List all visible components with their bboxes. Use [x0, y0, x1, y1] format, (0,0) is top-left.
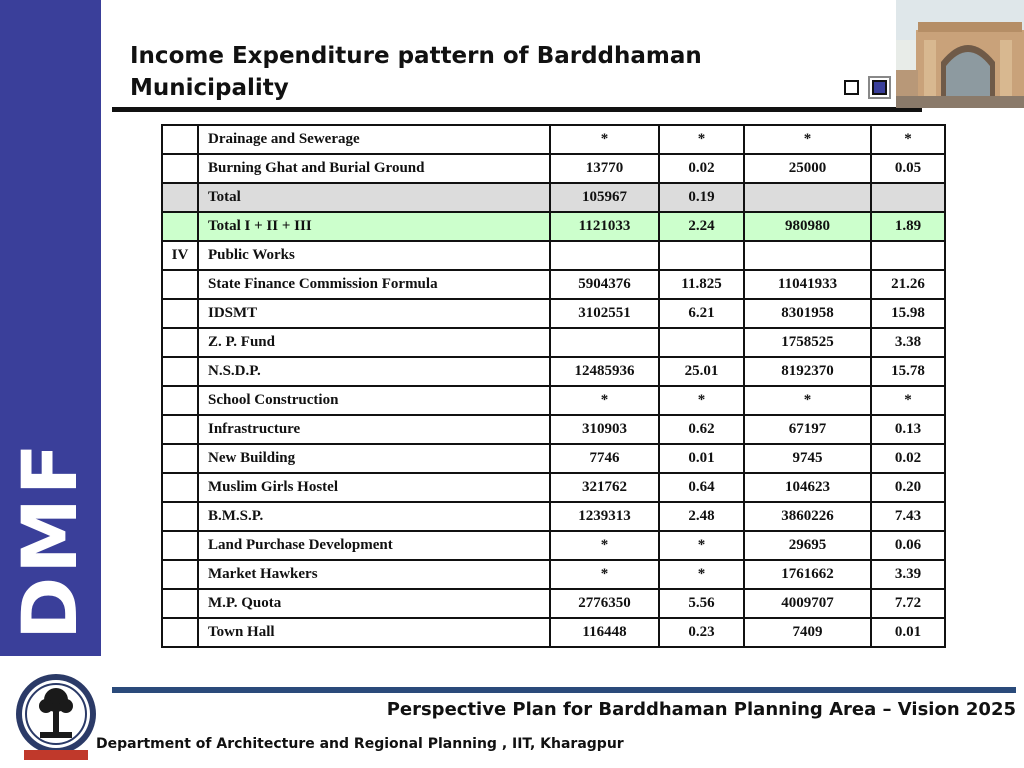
table-cell-c1: 321762 [550, 473, 659, 502]
table-cell-c3: 3860226 [744, 502, 871, 531]
table-row [162, 125, 945, 154]
table-cell-item: School Construction [198, 386, 550, 415]
table-cell-c3: 104623 [744, 473, 871, 502]
table-cell-item: Total I + II + III [198, 212, 550, 241]
table-cell-no [162, 589, 198, 618]
table-cell-no [162, 357, 198, 386]
table-row [162, 299, 945, 328]
table-cell-item: Burning Ghat and Burial Ground [198, 154, 550, 183]
table-cell-c3: 8301958 [744, 299, 871, 328]
table-cell-c4: * [871, 125, 945, 154]
table-cell-c2: 0.01 [659, 444, 744, 473]
table-cell-c4: 0.05 [871, 154, 945, 183]
table-cell-c1: * [550, 125, 659, 154]
table-cell-no [162, 473, 198, 502]
table-row [162, 618, 945, 647]
table-cell-c4: 3.38 [871, 328, 945, 357]
table-cell-c2: 0.02 [659, 154, 744, 183]
table-cell-no [162, 444, 198, 473]
table-cell-c1: 1121033 [550, 212, 659, 241]
nav-square-icon [844, 80, 859, 95]
table-row [162, 328, 945, 357]
table-cell-no [162, 270, 198, 299]
table-cell-c4: 0.01 [871, 618, 945, 647]
table-cell-c3: 8192370 [744, 357, 871, 386]
income-expenditure-table [161, 124, 946, 648]
table-cell-item: Z. P. Fund [198, 328, 550, 357]
table-cell-c4: 7.72 [871, 589, 945, 618]
table-cell-no [162, 502, 198, 531]
table-cell-c1: 2776350 [550, 589, 659, 618]
table-cell-c2: 0.19 [659, 183, 744, 212]
table-cell-c1 [550, 241, 659, 270]
table-cell-c1: 5904376 [550, 270, 659, 299]
table-row [162, 473, 945, 502]
table-cell-c1: 105967 [550, 183, 659, 212]
table-cell-no [162, 212, 198, 241]
table-cell-item: State Finance Commission Formula [198, 270, 550, 299]
table-cell-c3 [744, 241, 871, 270]
table-row [162, 270, 945, 299]
table-cell-c3: 4009707 [744, 589, 871, 618]
table-cell-item: Land Purchase Development [198, 531, 550, 560]
table-cell-c4: * [871, 386, 945, 415]
table-row [162, 531, 945, 560]
table-cell-c4: 1.89 [871, 212, 945, 241]
table-cell-c1: 13770 [550, 154, 659, 183]
table-row [162, 560, 945, 589]
table-cell-no [162, 531, 198, 560]
table-cell-c2: 5.56 [659, 589, 744, 618]
table-cell-c3: * [744, 125, 871, 154]
table-cell-c4: 0.20 [871, 473, 945, 502]
table-cell-c3: 1761662 [744, 560, 871, 589]
footer-department: Department of Architecture and Regional Planning , IIT, Kharagpur [96, 736, 624, 752]
table-cell-c1: 116448 [550, 618, 659, 647]
table-cell-c2: * [659, 531, 744, 560]
table-cell-c4: 15.98 [871, 299, 945, 328]
table-row [162, 241, 945, 270]
table-cell-item: Town Hall [198, 618, 550, 647]
nav-square-active-icon [872, 80, 887, 95]
table-cell-item: Total [198, 183, 550, 212]
brand-text: DMF [5, 440, 94, 640]
table-cell-c3: 1758525 [744, 328, 871, 357]
table-row [162, 212, 945, 241]
table-cell-c2: 2.48 [659, 502, 744, 531]
title-divider [112, 107, 922, 112]
table-cell-c1 [550, 328, 659, 357]
table-cell-item: Muslim Girls Hostel [198, 473, 550, 502]
table-cell-item: New Building [198, 444, 550, 473]
page-title [130, 40, 770, 104]
table-cell-c3 [744, 183, 871, 212]
table-cell-c2: * [659, 125, 744, 154]
table-cell-no [162, 125, 198, 154]
table-row [162, 357, 945, 386]
footer-plan-title: Perspective Plan for Barddhaman Planning Area – Vision 2025 [386, 699, 1016, 720]
table-row [162, 415, 945, 444]
table-cell-c1: 3102551 [550, 299, 659, 328]
table-cell-c3: 9745 [744, 444, 871, 473]
table-cell-c2 [659, 241, 744, 270]
table-cell-c3: 25000 [744, 154, 871, 183]
table-cell-no [162, 386, 198, 415]
table-cell-c3: 29695 [744, 531, 871, 560]
table-cell-c4: 21.26 [871, 270, 945, 299]
table-row [162, 183, 945, 212]
table-cell-item: B.M.S.P. [198, 502, 550, 531]
table-cell-c2: 0.64 [659, 473, 744, 502]
iit-kharagpur-logo [14, 672, 98, 762]
table-cell-item: Market Hawkers [198, 560, 550, 589]
table-cell-no [162, 618, 198, 647]
table-cell-c2: * [659, 386, 744, 415]
table-cell-c3: 67197 [744, 415, 871, 444]
table-cell-c4 [871, 183, 945, 212]
table-row [162, 589, 945, 618]
table-cell-c1: * [550, 531, 659, 560]
table-cell-c1: 12485936 [550, 357, 659, 386]
table-cell-c2: * [659, 560, 744, 589]
table-cell-no [162, 183, 198, 212]
table-cell-c3: 980980 [744, 212, 871, 241]
table-cell-no [162, 560, 198, 589]
table-cell-c2: 25.01 [659, 357, 744, 386]
table-cell-item: N.S.D.P. [198, 357, 550, 386]
table-row [162, 502, 945, 531]
table-cell-c2: 2.24 [659, 212, 744, 241]
table-cell-c2: 0.23 [659, 618, 744, 647]
title-line-2: Municipality [130, 75, 289, 101]
table-cell-item: Public Works [198, 241, 550, 270]
table-cell-c3: * [744, 386, 871, 415]
table-cell-c4: 7.43 [871, 502, 945, 531]
title-line-1: Income Expenditure pattern of Barddhaman [130, 43, 702, 69]
table-cell-item: M.P. Quota [198, 589, 550, 618]
table-cell-item: IDSMT [198, 299, 550, 328]
table-cell-c1: * [550, 386, 659, 415]
table-cell-c2: 0.62 [659, 415, 744, 444]
brand-sidebar [0, 0, 101, 656]
table-cell-c2 [659, 328, 744, 357]
table-cell-c4: 3.39 [871, 560, 945, 589]
table-cell-c4: 0.06 [871, 531, 945, 560]
table-cell-c4: 0.13 [871, 415, 945, 444]
heritage-gate-photo [896, 0, 1024, 108]
table-cell-no [162, 415, 198, 444]
table-cell-no: IV [162, 241, 198, 270]
table-cell-c2: 6.21 [659, 299, 744, 328]
table-cell-no [162, 299, 198, 328]
table-row [162, 386, 945, 415]
table-cell-c1: 1239313 [550, 502, 659, 531]
table-cell-c4 [871, 241, 945, 270]
table-cell-c1: * [550, 560, 659, 589]
table-cell-item: Drainage and Sewerage [198, 125, 550, 154]
table-row [162, 154, 945, 183]
table-cell-c4: 0.02 [871, 444, 945, 473]
table-cell-c1: 310903 [550, 415, 659, 444]
table-cell-no [162, 328, 198, 357]
table-row [162, 444, 945, 473]
table-cell-c2: 11.825 [659, 270, 744, 299]
table-cell-c3: 7409 [744, 618, 871, 647]
table-cell-c1: 7746 [550, 444, 659, 473]
table-cell-no [162, 154, 198, 183]
table-cell-item: Infrastructure [198, 415, 550, 444]
table-cell-c4: 15.78 [871, 357, 945, 386]
footer-divider [112, 687, 1016, 693]
table-cell-c3: 11041933 [744, 270, 871, 299]
